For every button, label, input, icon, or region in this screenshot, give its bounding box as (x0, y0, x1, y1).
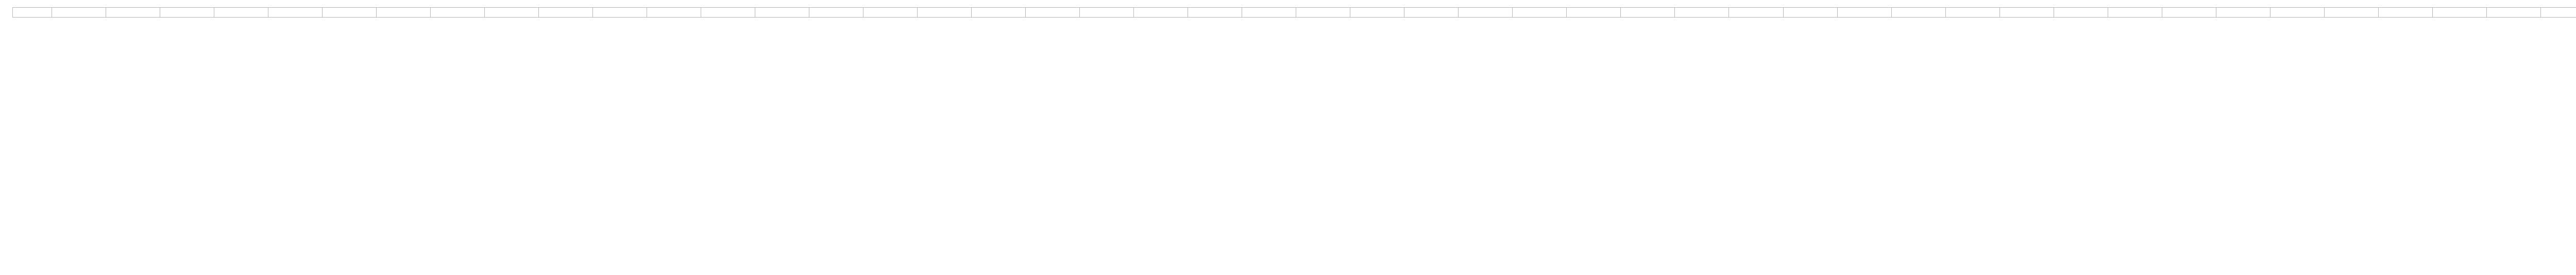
column-header (160, 8, 214, 18)
column-header (863, 8, 918, 18)
column-header (539, 8, 593, 18)
column-header (323, 8, 377, 18)
column-header (1026, 8, 1080, 18)
column-header (1188, 8, 1242, 18)
column-header (2270, 8, 2324, 18)
column-header (1999, 8, 2054, 18)
column-header (755, 8, 809, 18)
column-header (701, 8, 755, 18)
column-header (1513, 8, 1567, 18)
column-header (593, 8, 647, 18)
column-header (485, 8, 539, 18)
column-header (52, 8, 106, 18)
column-header (1621, 8, 1675, 18)
column-header (1891, 8, 1945, 18)
column-header (647, 8, 701, 18)
column-header (2162, 8, 2216, 18)
corner-header-cell (13, 8, 52, 18)
column-header (1134, 8, 1188, 18)
column-header (2378, 8, 2432, 18)
column-header (1729, 8, 1783, 18)
column-header (2324, 8, 2378, 18)
column-header (1350, 8, 1404, 18)
column-header (1296, 8, 1350, 18)
column-header (268, 8, 323, 18)
column-header (431, 8, 485, 18)
column-header (1945, 8, 1999, 18)
results-table (12, 7, 2576, 18)
column-header (1404, 8, 1459, 18)
column-header (2540, 8, 2576, 18)
column-header (2054, 8, 2108, 18)
column-header (972, 8, 1026, 18)
table-header (13, 8, 2576, 18)
column-header (1242, 8, 1296, 18)
column-header (918, 8, 972, 18)
column-header (1567, 8, 1621, 18)
header-row (13, 8, 2576, 18)
column-header (2108, 8, 2162, 18)
column-header (809, 8, 863, 18)
column-header (106, 8, 160, 18)
column-header (2216, 8, 2270, 18)
column-header (1459, 8, 1513, 18)
column-header (2486, 8, 2540, 18)
column-header (1837, 8, 1891, 18)
column-header (214, 8, 268, 18)
column-header (1675, 8, 1729, 18)
column-header (1080, 8, 1134, 18)
column-header (1783, 8, 1837, 18)
column-header (377, 8, 431, 18)
column-header (2432, 8, 2486, 18)
